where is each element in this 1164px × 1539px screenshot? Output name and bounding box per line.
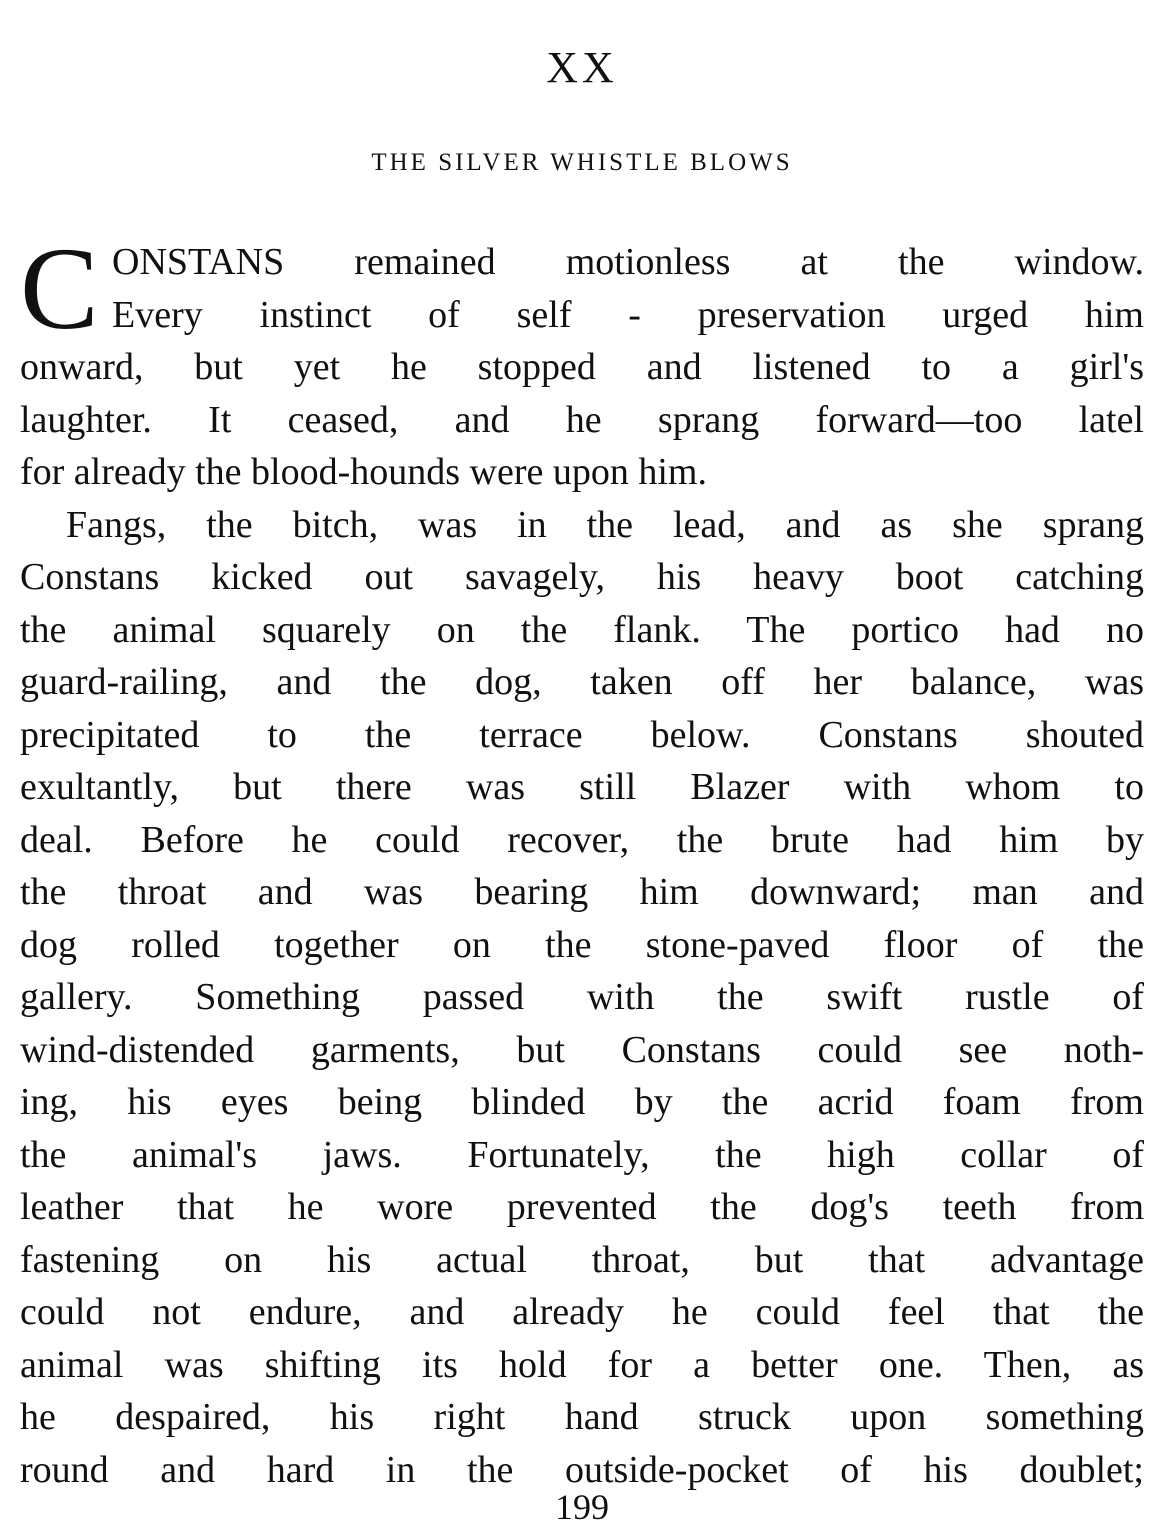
- paragraph: [20, 499, 1144, 1497]
- drop-cap: C: [20, 223, 99, 354]
- text-line: the animal squarely on the flank. The portico had no: [20, 608, 1144, 651]
- text-line: wind-distended garments, but Constans could see noth-: [20, 1028, 1144, 1071]
- text-line: could not endure, and already he could feel that the: [20, 1291, 1144, 1333]
- text-line: the animal's jaws. Fortunately, the high collar of: [20, 1133, 1144, 1176]
- text-line: deal. Before he could recover, the brute had him by: [20, 818, 1144, 861]
- text-line: the throat and was bearing him downward; man and: [20, 871, 1144, 913]
- text-line: Constans kicked out savagely, his heavy boot catching: [20, 556, 1144, 598]
- text-line: ONSTANS remained motionless at the window.: [112, 241, 1144, 283]
- text-line: exultantly, but there was still Blazer with whom to: [20, 766, 1144, 808]
- text-line: he despaired, his right hand struck upon something: [20, 1396, 1144, 1438]
- text-line: leather that he wore prevented the dog's teeth from: [20, 1186, 1144, 1228]
- text-line: Fangs, the bitch, was in the lead, and as she sprang: [66, 503, 1144, 546]
- text-line: for already the blood-hounds were upon him.: [20, 451, 707, 493]
- chapter-title: THE SILVER WHISTLE BLOWS: [371, 149, 793, 176]
- text-line: fastening on his actual throat, but that advantage: [20, 1238, 1144, 1281]
- text-line: round and hard in the outside-pocket of his doublet;: [20, 1448, 1144, 1491]
- text-line: ing, his eyes being blinded by the acrid foam from: [20, 1081, 1144, 1123]
- text-line: dog rolled together on the stone-paved floor of the: [20, 923, 1144, 966]
- text-line: laughter. It ceased, and he sprang forward—too latel: [20, 398, 1144, 441]
- body-text: [20, 223, 1144, 1496]
- text-line: gallery. Something passed with the swift rustle of: [20, 976, 1144, 1018]
- chapter-number: XX: [546, 43, 618, 92]
- paragraph: [20, 223, 1144, 499]
- text-line: guard-railing, and the dog, taken off her balance, was: [20, 661, 1144, 703]
- page-number: 199: [555, 1487, 609, 1527]
- text-line: onward, but yet he stopped and listened to a girl's: [20, 346, 1144, 388]
- text-line: Every instinct of self - preservation urged him: [112, 293, 1144, 336]
- text-line: precipitated to the terrace below. Constans shouted: [20, 713, 1144, 756]
- text-line: animal was shifting its hold for a better one. Then, as: [20, 1343, 1144, 1386]
